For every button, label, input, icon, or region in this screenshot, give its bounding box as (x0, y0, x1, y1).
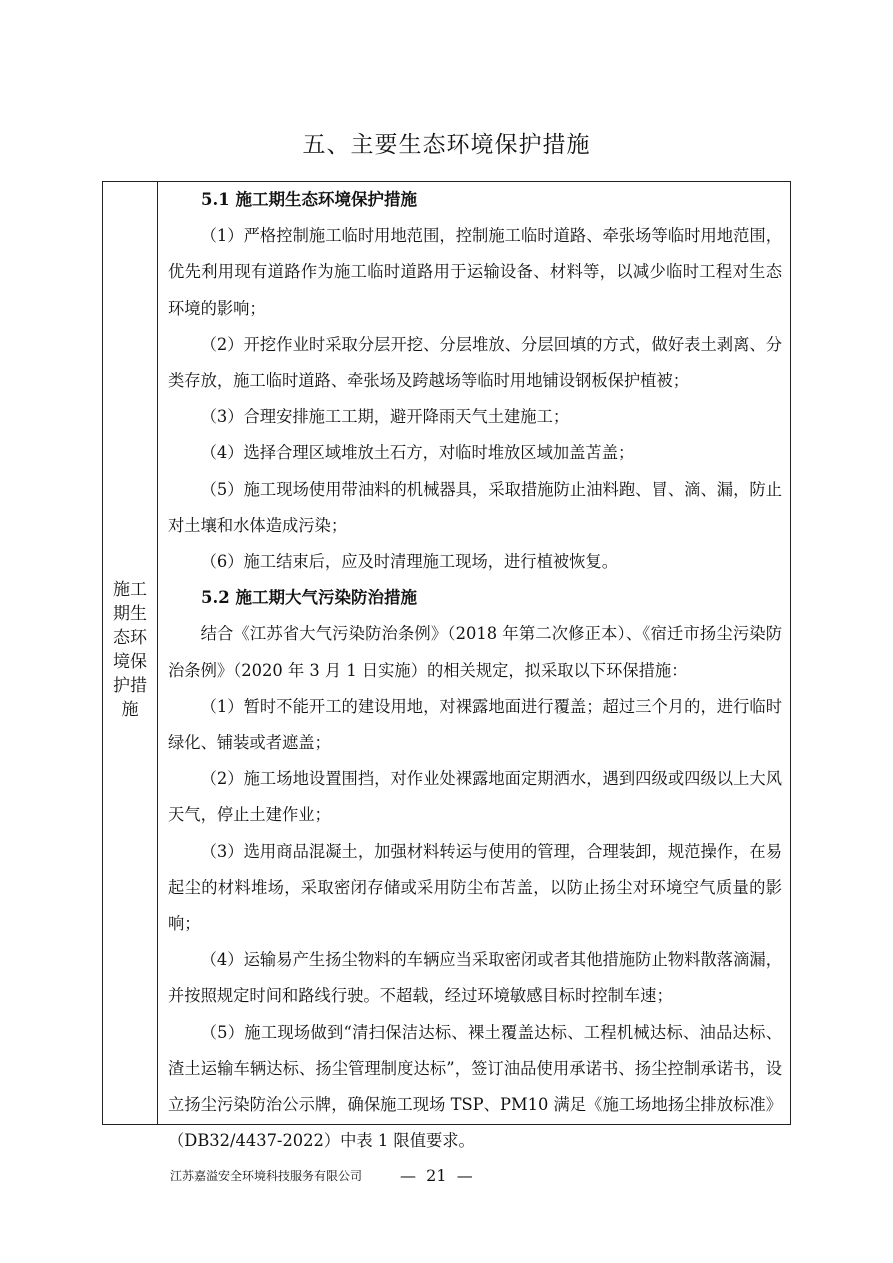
paragraph: （5）施工现场做到“清扫保洁达标、裸土覆盖达标、工程机械达标、油品达标、渣土运输车辆达标、扬尘管理制度达标”，签订油品使用承诺书、扬尘控制承诺书，设立扬尘污染防治公示牌，确保施工现场 TSP、PM10 满足《施工场地扬尘排放标准》（DB32/4437-2022）中表 1 限值要求。 (168, 1022, 782, 1151)
page-title: 五、主要生态环境保护措施 (302, 132, 591, 158)
footer-company: 江苏嘉溢安全环境科技服务有限公司 (170, 1169, 363, 1183)
paragraph: （6）施工结束后，应及时清理施工现场，进行植被恢复。 (200, 552, 618, 572)
category-label: 施工期生态环境保护措施 (113, 579, 147, 720)
section-heading-5-1: 5.1 施工期生态环境保护措施 (201, 190, 417, 209)
page-number: — 21 — (400, 1166, 473, 1185)
paragraph: （5）施工现场使用带油料的机械器具，采取措施防止油料跑、冒、滴、漏，防止对土壤和水体造成污染； (168, 479, 782, 535)
measures-content (158, 182, 790, 1159)
paragraph: （3）选用商品混凝土，加强材料转运与使用的管理，合理装卸，规范操作，在易起尘的材料堆场，采取密闭存储或采用防尘布苫盖，以防止扬尘对环境空气质量的影响； (168, 841, 782, 934)
section-heading-5-2: 5.2 施工期大气污染防治措施 (201, 588, 417, 608)
category-cell (103, 182, 158, 1124)
paragraph: （4）选择合理区域堆放土石方，对临时堆放区域加盖苫盖； (200, 443, 635, 463)
measures-table (102, 181, 791, 1151)
paragraph: （2）开挖作业时采取分层开挖、分层堆放、分层回填的方式，做好表土剥离、分类存放，施工临时道路、牵张场及跨越场等临时用地铺设钢板保护植被； (168, 334, 782, 391)
paragraph: （2）施工场地设置围挡，对作业处裸露地面定期洒水，遇到四级或四级以上大风天气，停止土建作业； (168, 769, 782, 825)
paragraph: （4）运输易产生扬尘物料的车辆应当采取密闭或者其他措施防止物料散落滴漏，并按照规定时间和路线行驶。不超载，经过环境敏感目标时控制车速； (168, 950, 782, 1006)
paragraph: （1）暂时不能开工的建设用地，对裸露地面进行覆盖；超过三个月的，进行临时绿化、铺装或者遮盖； (168, 696, 782, 753)
paragraph: （1）严格控制施工临时用地范围，控制施工临时道路、牵张场等临时用地范围，优先利用现有道路作为施工临时道路用于运输设备、材料等，以减少临时工程对生态环境的影响； (168, 226, 782, 318)
paragraph: 结合《江苏省大气污染防治条例》（2018 年第二次修正本）、《宿迁市扬尘污染防治条例》（2020 年 3 月 1 日实施）的相关规定，拟采取以下环保措施： (168, 624, 782, 680)
paragraph: （3）合理安排施工工期，避开降雨天气土建施工； (200, 407, 570, 427)
